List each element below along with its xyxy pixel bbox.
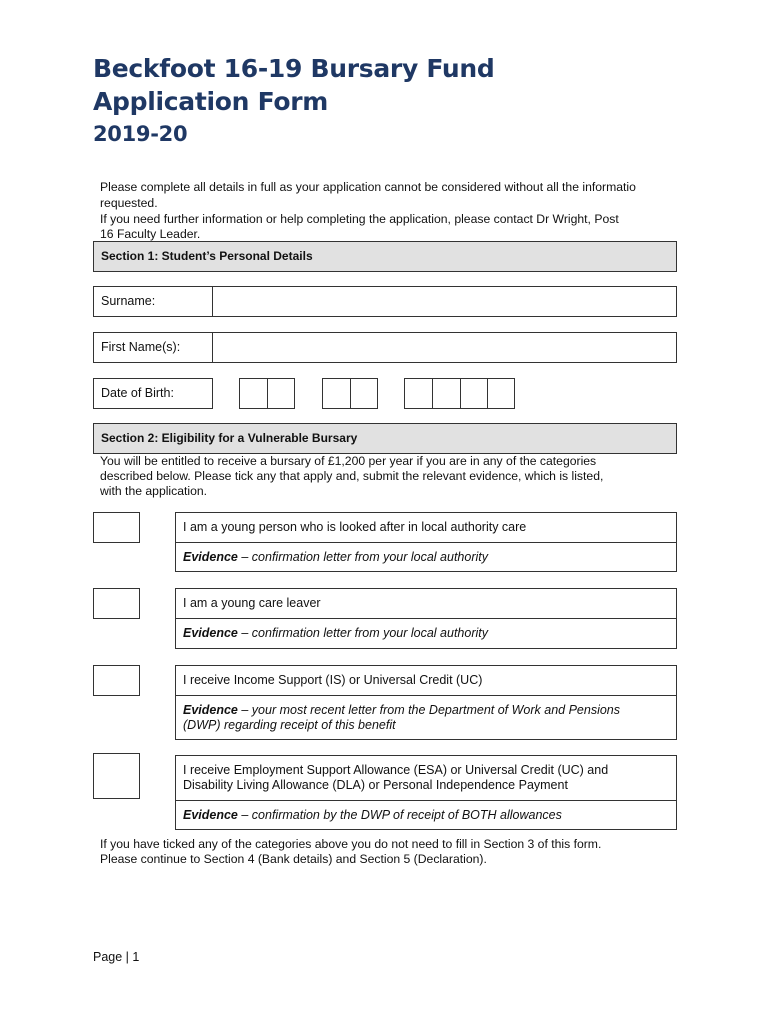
care-leaver-statement: I am a young care leaver bbox=[183, 596, 321, 610]
esa-dla-checkbox[interactable] bbox=[93, 753, 140, 799]
form-title-line1: Beckfoot 16-19 Bursary Fund bbox=[93, 54, 495, 83]
income-support-statement: I receive Income Support (IS) or Universal Credit (UC) bbox=[183, 673, 483, 687]
esa-dla-evidence: Evidence – confirmation by the DWP of receipt of BOTH allowances bbox=[183, 808, 562, 822]
care-leaver-checkbox[interactable] bbox=[93, 588, 140, 619]
dob-label-cell bbox=[93, 378, 213, 409]
income-support-evidence-cell bbox=[175, 695, 677, 740]
looked-after-evidence-cell bbox=[175, 542, 677, 572]
esa-dla-statement: I receive Employment Support Allowance (ESA) or Universal Credit (UC) and Disability Living Allowance (DLA) or Personal Independence Payment bbox=[183, 763, 609, 792]
dob-year-digit-1[interactable] bbox=[404, 378, 433, 409]
looked-after-statement: I am a young person who is looked after in local authority care bbox=[183, 520, 527, 534]
dob-month-group bbox=[322, 378, 378, 409]
income-support-checkbox[interactable] bbox=[93, 665, 140, 696]
intro-line-3: If you need further information or help completing the application, please contact Dr Wright, Post bbox=[100, 212, 619, 226]
section-2-desc-line-2: described below. Please tick any that apply and, submit the relevant evidence, which is listed, bbox=[100, 469, 604, 483]
intro-line-2: requested. bbox=[100, 196, 158, 210]
evidence-label: Evidence bbox=[183, 703, 238, 717]
looked-after-statement-cell bbox=[175, 512, 677, 543]
first-name-label: First Name(s): bbox=[101, 340, 181, 354]
dob-month-digit-1[interactable] bbox=[322, 378, 351, 409]
section-1-heading: Section 1: Student’s Personal Details bbox=[93, 241, 677, 272]
esa-dla-statement-cell bbox=[175, 755, 677, 801]
section-2-footer-line-1: If you have ticked any of the categories above you do not need to fill in Section 3 of this form. bbox=[100, 837, 602, 851]
page-number: Page | 1 bbox=[93, 950, 140, 964]
evidence-label: Evidence bbox=[183, 808, 238, 822]
surname-input[interactable] bbox=[212, 286, 677, 317]
section-2-desc-line-1: You will be entitled to receive a bursary of £1,200 per year if you are in any of the categories bbox=[100, 454, 597, 468]
care-leaver-statement-cell bbox=[175, 588, 677, 619]
section-2-heading: Section 2: Eligibility for a Vulnerable Bursary bbox=[93, 423, 677, 454]
surname-label-cell bbox=[93, 286, 213, 317]
care-leaver-evidence-cell bbox=[175, 618, 677, 649]
dob-month-digit-2[interactable] bbox=[350, 378, 378, 409]
first-name-label-cell bbox=[93, 332, 213, 363]
dob-year-digit-2[interactable] bbox=[432, 378, 461, 409]
dob-year-digit-3[interactable] bbox=[460, 378, 488, 409]
intro-line-4: 16 Faculty Leader. bbox=[100, 227, 201, 241]
surname-label: Surname: bbox=[101, 294, 156, 308]
dob-day-digit-1[interactable] bbox=[239, 378, 268, 409]
intro-line-1: Please complete all details in full as your application cannot be considered without all the informatio bbox=[100, 180, 636, 194]
income-support-evidence: Evidence – your most recent letter from the Department of Work and Pensions (DWP) regarding receipt of this benefit bbox=[183, 703, 621, 732]
dob-day-digit-2[interactable] bbox=[267, 378, 295, 409]
section-2-desc-line-3: with the application. bbox=[100, 484, 208, 498]
dob-day-group bbox=[239, 378, 295, 409]
evidence-label: Evidence bbox=[183, 626, 238, 640]
dob-year-group bbox=[404, 378, 515, 409]
dob-label: Date of Birth: bbox=[101, 386, 174, 400]
dob-year-digit-4[interactable] bbox=[487, 378, 515, 409]
looked-after-evidence: Evidence – confirmation letter from your local authority bbox=[183, 550, 488, 564]
form-title-line2: Application Form bbox=[93, 87, 328, 116]
section-2-footer-line-2: Please continue to Section 4 (Bank details) and Section 5 (Declaration). bbox=[100, 852, 487, 866]
esa-dla-evidence-cell bbox=[175, 800, 677, 830]
first-name-input[interactable] bbox=[212, 332, 677, 363]
form-year: 2019-20 bbox=[93, 122, 188, 146]
care-leaver-evidence: Evidence – confirmation letter from your local authority bbox=[183, 626, 488, 640]
evidence-label: Evidence bbox=[183, 550, 238, 564]
looked-after-checkbox[interactable] bbox=[93, 512, 140, 543]
income-support-statement-cell bbox=[175, 665, 677, 696]
